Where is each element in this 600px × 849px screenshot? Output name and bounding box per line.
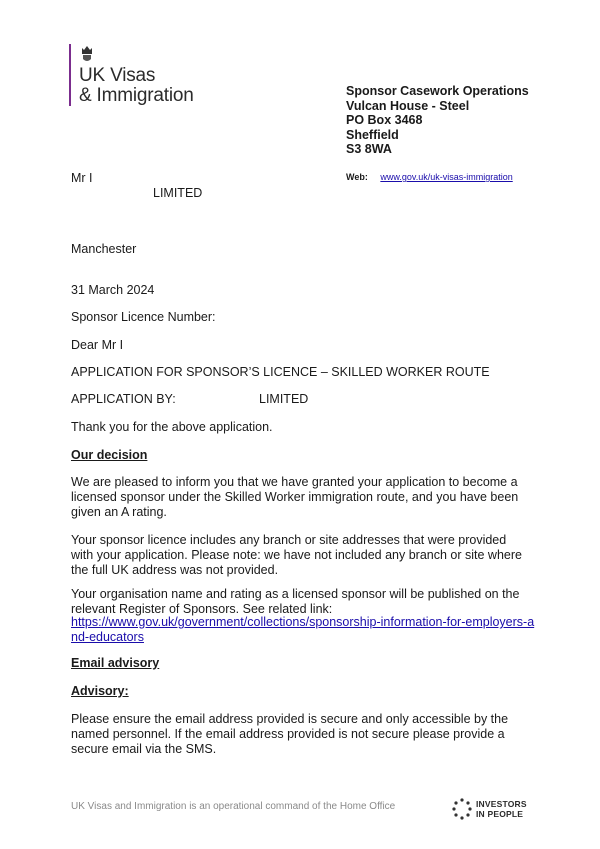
- advisory-paragraph: Please ensure the email address provided is secure and only accessible by the named personnel. If the email address provided is not secure please provide a secure email via the SMS.: [71, 712, 509, 756]
- web-link[interactable]: www.gov.uk/uk-visas-immigration: [380, 172, 513, 182]
- licence-number-label: Sponsor Licence Number:: [71, 310, 216, 324]
- investors-in-people-icon: [451, 797, 473, 823]
- iip-line-2: IN PEOPLE: [476, 809, 524, 819]
- recipient-city: Manchester: [71, 242, 137, 256]
- address-line: PO Box 3468: [346, 113, 423, 127]
- iip-line-1: INVESTORS: [476, 799, 527, 809]
- royal-crest-icon: [78, 44, 96, 64]
- address-line: Sheffield: [346, 127, 399, 142]
- email-advisory-heading: Email advisory: [71, 656, 160, 670]
- letter-date: 31 March 2024: [71, 283, 155, 297]
- brand-line-1: UK Visas: [79, 65, 156, 86]
- application-by-value: LIMITED: [259, 392, 309, 406]
- advisory-heading: Advisory:: [71, 684, 129, 698]
- decision-paragraph-1: We are pleased to inform you that we have granted your application to become a licensed sponsor under the Skilled Worker immigration route, and you have been given an A rating.: [71, 475, 519, 519]
- salutation: Dear Mr I: [71, 338, 124, 352]
- recipient-company: LIMITED: [153, 186, 203, 200]
- address-line: Sponsor Casework Operations: [346, 84, 529, 98]
- decision-paragraph-3: Your organisation name and rating as a licensed sponsor will be published on the relevant Register of Sponsors. See related link:: [71, 587, 520, 616]
- sender-address: [346, 84, 529, 157]
- footer-text: UK Visas and Immigration is an operational command of the Home Office: [71, 801, 396, 812]
- brand-line-2: & Immigration: [79, 85, 194, 106]
- address-line: Vulcan House - Steel: [346, 98, 470, 113]
- recipient-name: Mr I: [71, 171, 93, 185]
- decision-paragraph-2: Your sponsor licence includes any branch or site addresses that were provided with your application. Please note: we have not included any branch or site where the full UK address was not provided.: [71, 533, 522, 577]
- application-by-label: APPLICATION BY:: [71, 392, 176, 406]
- brand-accent-bar: [69, 44, 71, 106]
- web-reference: [346, 172, 513, 182]
- investors-in-people-logo: [476, 799, 527, 819]
- web-label: Web:: [346, 172, 368, 182]
- address-line: S3 8WA: [346, 142, 392, 156]
- subject-line: APPLICATION FOR SPONSOR’S LICENCE – SKILLED WORKER ROUTE: [71, 365, 490, 379]
- decision-heading: Our decision: [71, 448, 148, 462]
- sponsorship-info-link[interactable]: https://www.gov.uk/government/collections/sponsorship-information-for-employers-and-educators: [71, 615, 535, 644]
- thanks-text: Thank you for the above application.: [71, 420, 273, 434]
- brand-logotype: [79, 66, 194, 106]
